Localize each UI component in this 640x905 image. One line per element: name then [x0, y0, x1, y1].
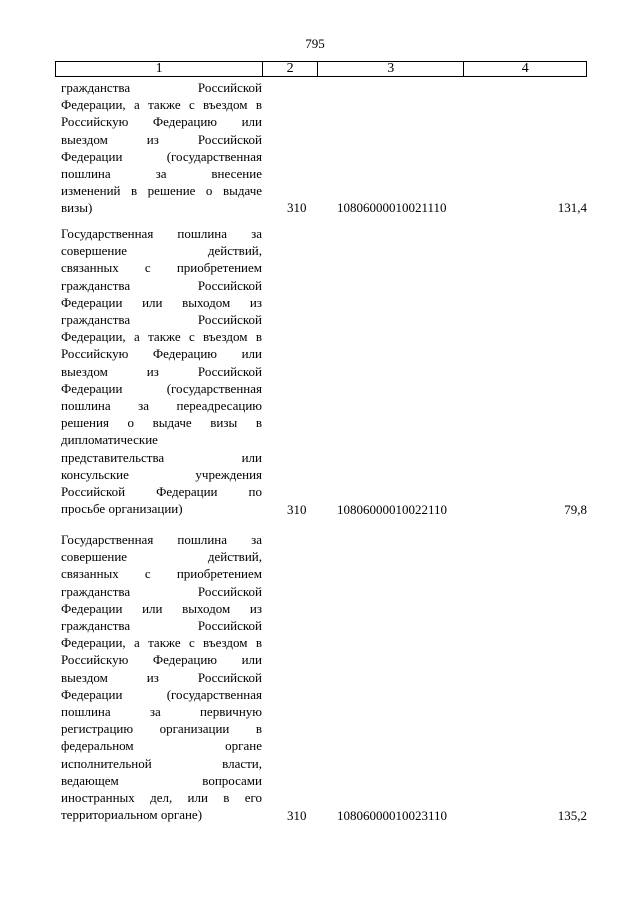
description-line: гражданства Российской [61, 618, 262, 634]
page-number: 795 [305, 36, 325, 51]
header-col-2: 2 [263, 62, 318, 76]
description-line: совершение действий, [61, 243, 262, 259]
description-line: Российскую Федерацию или [61, 652, 262, 668]
description-line: гражданства Российской [61, 312, 262, 328]
row-description [61, 225, 262, 517]
description-line: представительства или [61, 449, 262, 465]
description-line: выездом из Российской [61, 363, 262, 379]
description-line: гражданства Российской [61, 80, 262, 95]
description-line: гражданства Российской [61, 583, 262, 599]
description-line: исполнительной власти, [61, 755, 262, 771]
description-line: регистрацию организации в [61, 721, 262, 737]
row-description [61, 531, 262, 823]
description-line: пошлина за внесение [61, 166, 262, 182]
row-code: 310 [287, 200, 307, 216]
description-line: связанных с приобретением [61, 566, 262, 582]
description-line: Государственная пошлина за [61, 532, 262, 547]
row-value: 79,8 [564, 502, 587, 518]
description-line: решения о выдаче визы в [61, 415, 262, 431]
description-line: Российской Федерации по [61, 484, 262, 500]
header-col-4: 4 [521, 61, 529, 76]
description-line: консульские учреждения [61, 466, 262, 482]
description-line: пошлина за первичную [61, 704, 262, 720]
header-col-3: 3 [318, 62, 464, 76]
description-line: выездом из Российской [61, 131, 262, 147]
description-line: Федерации, а также с въездом в [61, 329, 262, 345]
description-line: Федерации, а также с въездом в [61, 97, 262, 113]
description-line: выездом из Российской [61, 669, 262, 685]
description-line: ведающем вопросами [61, 772, 262, 788]
table-row [61, 225, 587, 525]
description-line: иностранных дел, или в его [61, 790, 262, 806]
description-line: Государственная пошлина за [61, 226, 262, 241]
description-line: Российскую Федерацию или [61, 114, 262, 130]
description-line: совершение действий, [61, 549, 262, 565]
table-header [55, 61, 587, 77]
description-line: визы) [61, 200, 93, 216]
row-value: 135,2 [557, 808, 587, 824]
description-line: пошлина за переадресацию [61, 398, 262, 414]
description-line: Федерации, а также с въездом в [61, 635, 262, 651]
row-value: 131,4 [557, 200, 587, 216]
description-line: Федерации (государственная [61, 148, 262, 164]
row-kbk: 10806000010022110 [337, 502, 448, 518]
description-line: просьбе организации) [61, 501, 183, 517]
description-line: Российскую Федерацию или [61, 346, 262, 362]
description-line: изменений в решение о выдаче [61, 183, 262, 199]
row-code: 310 [287, 502, 307, 518]
description-line: гражданства Российской [61, 277, 262, 293]
row-code: 310 [287, 808, 307, 824]
description-line: территориальном органе) [61, 807, 203, 823]
table-row [61, 79, 587, 219]
description-line: дипломатические [61, 432, 158, 448]
table-row [61, 531, 587, 831]
description-line: федеральном органе [61, 738, 262, 754]
description-line: Федерации или выходом из [61, 294, 262, 310]
description-line: Федерации или выходом из [61, 600, 262, 616]
header-col-1: 1 [56, 62, 263, 76]
row-kbk: 10806000010021110 [337, 200, 447, 216]
description-line: Федерации (государственная [61, 686, 262, 702]
description-line: связанных с приобретением [61, 260, 262, 276]
row-kbk: 10806000010023110 [337, 808, 448, 824]
description-line: Федерации (государственная [61, 380, 262, 396]
row-description [61, 79, 262, 217]
